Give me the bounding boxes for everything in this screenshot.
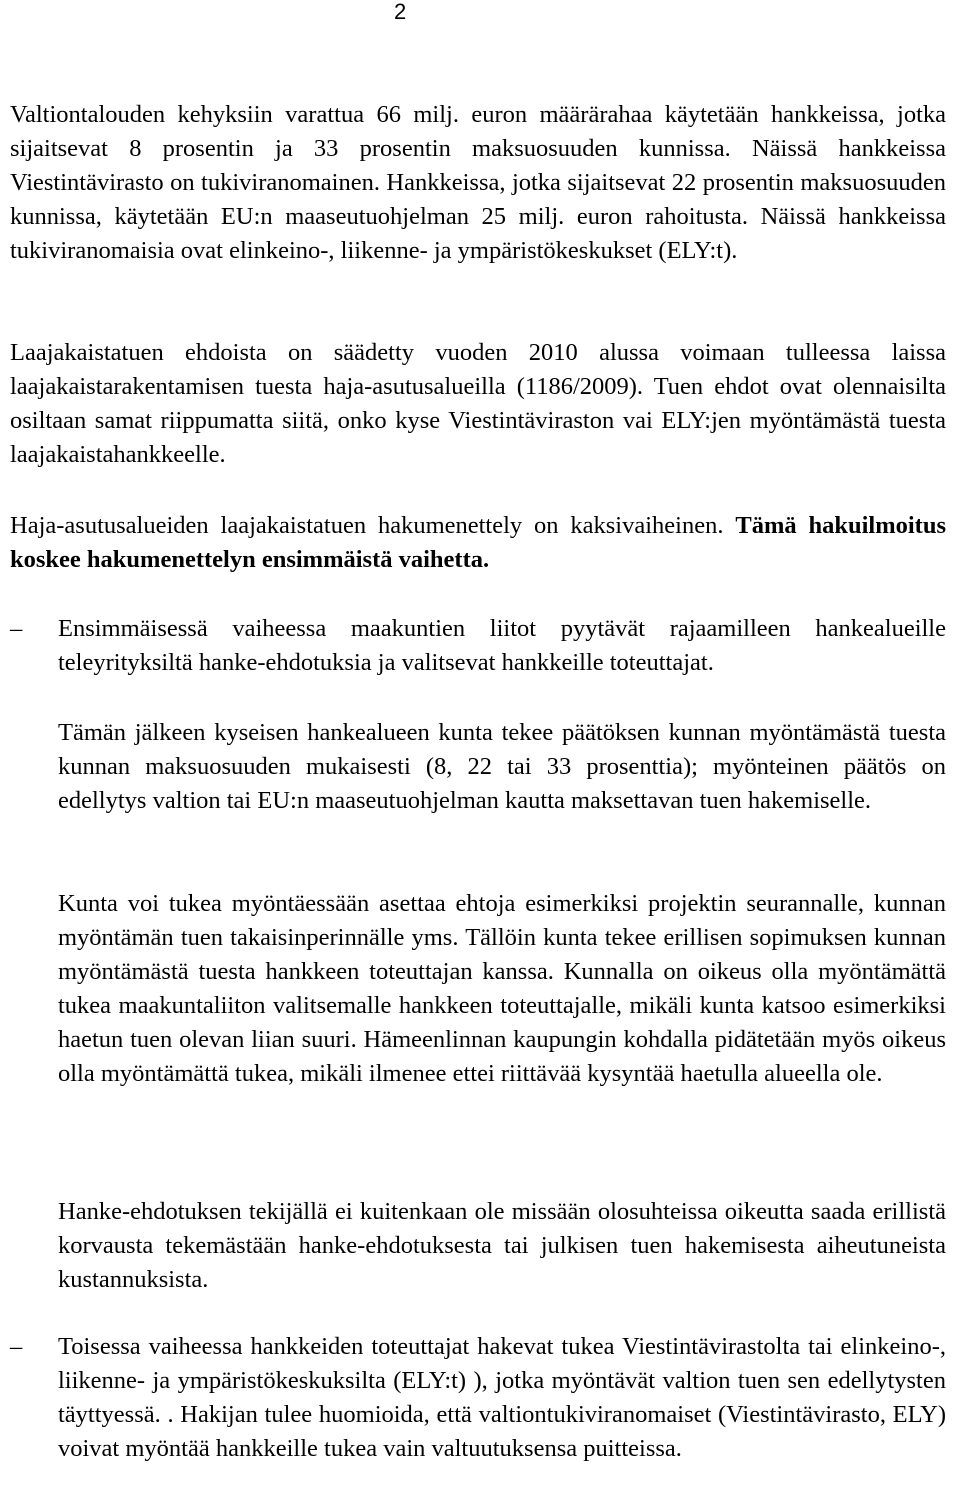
paragraph-municipality-decision: Tämän jälkeen kyseisen hankealueen kunta tekee päätöksen kunnan myöntämästä tuesta kunnan maksuosuuden mukaisesti (8, 22 tai 33 prosenttia); myönteinen päätös on edellytys valtion tai EU:n maaseutuohjelman kautta maksettavan tuen hakemiselle. xyxy=(58,719,946,814)
paragraph-conditions: Laajakaistatuen ehdoista on säädetty vuoden 2010 alussa voimaan tulleessa laissa laajakaistarakentamisen tuesta haja-asutusalueilla (1186/2009). Tuen ehdot ovat olennaisilta osiltaan samat riippumatta siitä, onko kyse Viestintäviraston vai ELY:jen myöntämästä tuesta laajakaistahankkeelle. xyxy=(10,339,946,468)
paragraph-procedure xyxy=(10,509,946,577)
bullet-marker: – xyxy=(10,1333,23,1360)
bullet-second-phase: Toisessa vaiheessa hankkeiden toteuttajat hakevat tukea Viestintävirastolta tai elinkeino-, liikenne- ja ympäristökeskuksilta (ELY:t) ), jotka myöntävät valtion tuen sen edellytysten täyttyessä. . Hakijan tulee huomioida, että valtiontukiviranomaiset (Viestintävirasto, ELY) voivat myöntää hankkeille tukea vain valtuutuksensa puitteissa. xyxy=(58,1333,946,1462)
paragraph-municipality-conditions: Kunta voi tukea myöntäessään asettaa ehtoja esimerkiksi projektin seurannalle, kunnan myöntämän tuen takaisinperinnälle yms. Tällöin kunta tekee erillisen sopimuksen kunnan myöntämästä tuesta hankkeen toteuttajan kanssa. Kunnalla on oikeus olla myöntämättä tukea maakuntaliiton valitsemalle hankkeen toteuttajalle, mikäli kunta katsoo esimerkiksi haetun tuen olevan liian suuri. Hämeenlinnan kaupungin kohdalla pidätetään myös oikeus olla myöntämättä tukea, mikäli ilmenee ettei riittävää kysyntää haetulla alueella ole. xyxy=(58,890,946,1087)
bullet-marker: – xyxy=(10,615,23,642)
procedure-emphasis: Tämä hakuilmoitus koskee hakumenettelyn ensimmäistä vaihetta. xyxy=(10,512,947,573)
procedure-text: Haja-asutusalueiden laajakaistatuen hakumenettely on kaksivaiheinen. xyxy=(10,512,736,539)
page-number: 2 xyxy=(394,0,407,24)
bullet-first-phase: Ensimmäisessä vaiheessa maakuntien liitot pyytävät rajaamilleen hankealueille teleyrityksiltä hanke-ehdotuksia ja valitsevat hankkeille toteuttajat. xyxy=(58,615,946,676)
paragraph-funding: Valtiontalouden kehyksiin varattua 66 milj. euron määrärahaa käytetään hankkeissa, jotka sijaitsevat 8 prosentin ja 33 prosentin maksuosuuden kunnissa. Näissä hankkeissa Viestintävirasto on tukiviranomainen. Hankkeissa, jotka sijaitsevat 22 prosentin maksuosuuden kunnissa, käytetään EU:n maaseutuohjelman 25 milj. euron rahoitusta. Näissä hankkeissa tukiviranomaisia ovat elinkeino-, liikenne- ja ympäristökeskukset (ELY:t). xyxy=(10,101,946,264)
paragraph-no-compensation: Hanke-ehdotuksen tekijällä ei kuitenkaan ole missään olosuhteissa oikeutta saada erillistä korvausta tekemästään hanke-ehdotuksesta tai julkisen tuen hakemisesta aiheutuneista kustannuksista. xyxy=(58,1198,946,1293)
